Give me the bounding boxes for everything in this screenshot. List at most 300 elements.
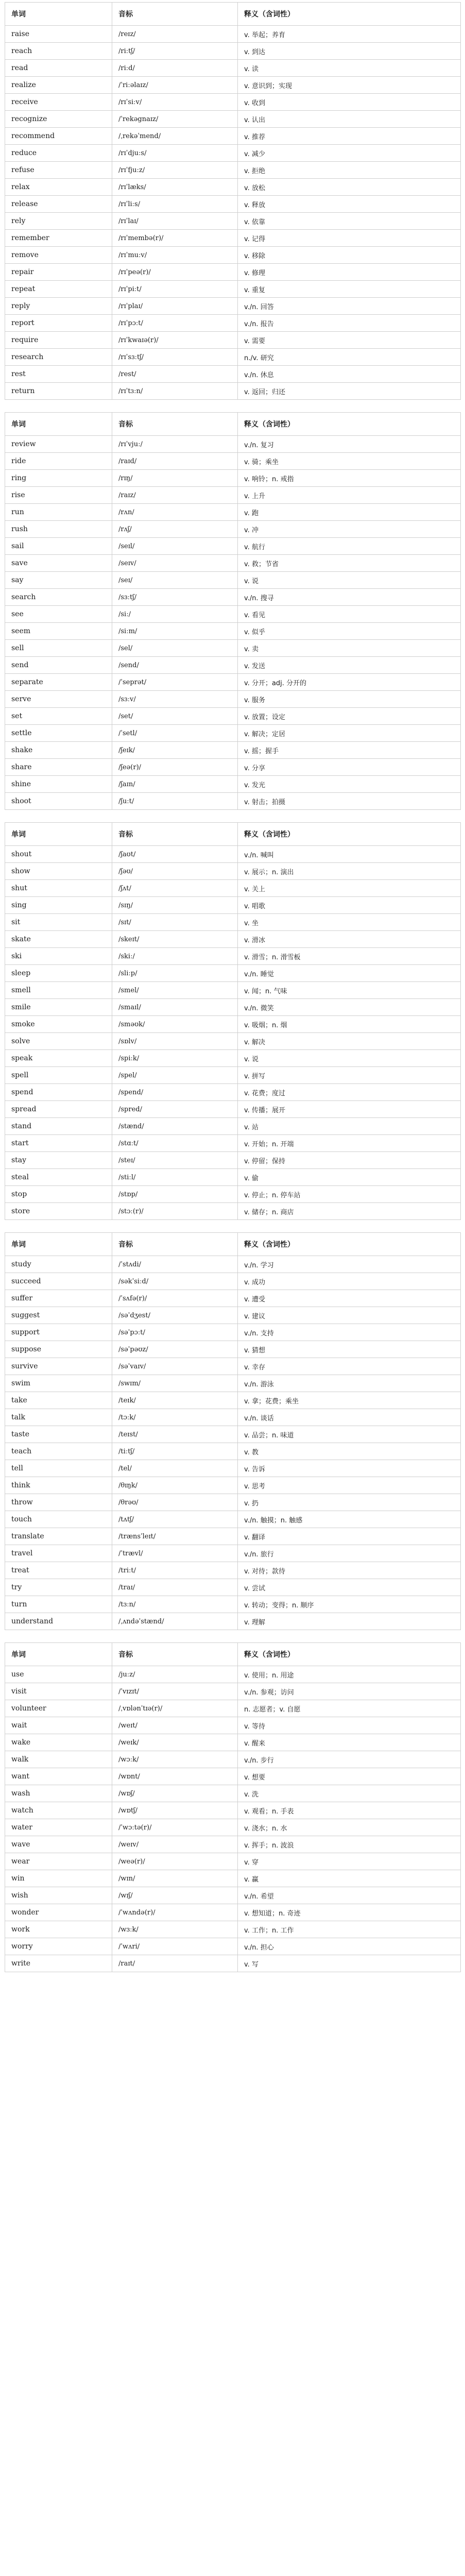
phonetic-cell: /tʌtʃ/ bbox=[112, 1511, 238, 1528]
meaning-cell: v. 建议 bbox=[238, 1307, 461, 1324]
word-cell: report bbox=[5, 315, 112, 332]
table-row bbox=[5, 1870, 461, 1887]
phonetic-cell: /weɪk/ bbox=[112, 1734, 238, 1751]
table-row bbox=[5, 1853, 461, 1870]
word-cell: sing bbox=[5, 897, 112, 914]
table-row bbox=[5, 914, 461, 931]
phonetic-cell: /tɔːk/ bbox=[112, 1409, 238, 1426]
word-cell: treat bbox=[5, 1562, 112, 1579]
meaning-cell: v./n. 睡觉 bbox=[238, 965, 461, 982]
meaning-cell: v. 发送 bbox=[238, 657, 461, 674]
meaning-cell: v. 闻；n. 气味 bbox=[238, 982, 461, 999]
table-row bbox=[5, 94, 461, 111]
phonetic-cell: /sməʊk/ bbox=[112, 1016, 238, 1033]
word-cell: travel bbox=[5, 1545, 112, 1562]
table-row bbox=[5, 60, 461, 77]
table-row bbox=[5, 708, 461, 725]
word-cell: rely bbox=[5, 213, 112, 230]
meaning-cell: v. 航行 bbox=[238, 538, 461, 555]
meaning-cell: v./n. 步行 bbox=[238, 1751, 461, 1768]
phonetic-cell: /rɪˈmembə(r)/ bbox=[112, 230, 238, 247]
table-row bbox=[5, 1717, 461, 1734]
word-cell: raise bbox=[5, 26, 112, 43]
meaning-cell: v./n. 复习 bbox=[238, 436, 461, 453]
word-cell: read bbox=[5, 60, 112, 77]
meaning-cell: v. 穿 bbox=[238, 1853, 461, 1870]
word-cell: shut bbox=[5, 880, 112, 897]
phonetic-cell: /smel/ bbox=[112, 982, 238, 999]
phonetic-cell: /ˈwʌri/ bbox=[112, 1938, 238, 1955]
meaning-cell: v. 放松 bbox=[238, 179, 461, 196]
table-row bbox=[5, 1256, 461, 1273]
table-row bbox=[5, 1460, 461, 1477]
table-row bbox=[5, 1186, 461, 1203]
meaning-cell: v. 发光 bbox=[238, 776, 461, 793]
word-cell: relax bbox=[5, 179, 112, 196]
phonetic-cell: /rɪˈmuːv/ bbox=[112, 247, 238, 264]
table-row bbox=[5, 1409, 461, 1426]
word-cell: wash bbox=[5, 1785, 112, 1802]
meaning-cell: v. 分享 bbox=[238, 759, 461, 776]
phonetic-cell: /rɪˈsɜːtʃ/ bbox=[112, 349, 238, 366]
phonetic-cell: /stɒp/ bbox=[112, 1186, 238, 1203]
phonetic-cell: /ˌvɒlənˈtɪə(r)/ bbox=[112, 1700, 238, 1717]
meaning-cell: v. 修理 bbox=[238, 264, 461, 281]
header-phonetic: 音标 bbox=[112, 1643, 238, 1666]
meaning-cell: v. 坐 bbox=[238, 914, 461, 931]
table-row bbox=[5, 1955, 461, 1972]
meaning-cell: v./n. 休息 bbox=[238, 366, 461, 383]
table-row bbox=[5, 264, 461, 281]
meaning-cell: v. 上升 bbox=[238, 487, 461, 504]
table-row bbox=[5, 1683, 461, 1700]
phonetic-cell: /raɪz/ bbox=[112, 487, 238, 504]
phonetic-cell: /tɜːn/ bbox=[112, 1596, 238, 1613]
meaning-cell: v. 收到 bbox=[238, 94, 461, 111]
phonetic-cell: /triːt/ bbox=[112, 1562, 238, 1579]
vocabulary-table bbox=[5, 1232, 461, 1630]
phonetic-cell: /ˈtrævl/ bbox=[112, 1545, 238, 1562]
table-row bbox=[5, 366, 461, 383]
meaning-cell: v. 射击；拍摄 bbox=[238, 793, 461, 810]
word-cell: shake bbox=[5, 742, 112, 759]
meaning-cell: v./n. 旅行 bbox=[238, 1545, 461, 1562]
table-row bbox=[5, 1613, 461, 1630]
word-cell: wish bbox=[5, 1887, 112, 1904]
word-cell: study bbox=[5, 1256, 112, 1273]
word-cell: sail bbox=[5, 538, 112, 555]
table-row bbox=[5, 213, 461, 230]
word-cell: take bbox=[5, 1392, 112, 1409]
phonetic-cell: /stɔː(r)/ bbox=[112, 1203, 238, 1220]
table-header-row bbox=[5, 823, 461, 846]
phonetic-cell: /teɪst/ bbox=[112, 1426, 238, 1443]
word-cell: talk bbox=[5, 1409, 112, 1426]
table-row bbox=[5, 846, 461, 863]
phonetic-cell: /rɪˈpiːt/ bbox=[112, 281, 238, 298]
word-cell: reach bbox=[5, 43, 112, 60]
word-cell: stay bbox=[5, 1152, 112, 1169]
phonetic-cell: /seɪ/ bbox=[112, 572, 238, 589]
meaning-cell: v. 滑雪；n. 滑雪板 bbox=[238, 948, 461, 965]
table-row bbox=[5, 383, 461, 400]
table-row bbox=[5, 1579, 461, 1596]
word-cell: sit bbox=[5, 914, 112, 931]
table-row bbox=[5, 1921, 461, 1938]
table-row bbox=[5, 1307, 461, 1324]
table-row bbox=[5, 1273, 461, 1290]
table-row bbox=[5, 1596, 461, 1613]
table-row bbox=[5, 521, 461, 538]
phonetic-cell: /ˈvɪzɪt/ bbox=[112, 1683, 238, 1700]
table-row bbox=[5, 162, 461, 179]
table-row bbox=[5, 349, 461, 366]
meaning-cell: v./n. 希望 bbox=[238, 1887, 461, 1904]
table-row bbox=[5, 332, 461, 349]
phonetic-cell: /wɒnt/ bbox=[112, 1768, 238, 1785]
word-cell: require bbox=[5, 332, 112, 349]
meaning-cell: v. 尝试 bbox=[238, 1579, 461, 1596]
vocabulary-tables bbox=[0, 2, 465, 1972]
table-row bbox=[5, 1751, 461, 1768]
table-row bbox=[5, 1392, 461, 1409]
meaning-cell: v. 分开；adj. 分开的 bbox=[238, 674, 461, 691]
header-meaning: 释义（含词性） bbox=[238, 1233, 461, 1256]
phonetic-cell: /spiːk/ bbox=[112, 1050, 238, 1067]
word-cell: stop bbox=[5, 1186, 112, 1203]
table-row bbox=[5, 674, 461, 691]
phonetic-cell: /rɪˈsiːv/ bbox=[112, 94, 238, 111]
phonetic-cell: /raɪt/ bbox=[112, 1955, 238, 1972]
word-cell: start bbox=[5, 1135, 112, 1152]
phonetic-cell: /smaɪl/ bbox=[112, 999, 238, 1016]
table-row bbox=[5, 1290, 461, 1307]
meaning-cell: v. 理解 bbox=[238, 1613, 461, 1630]
phonetic-cell: /wɪn/ bbox=[112, 1870, 238, 1887]
phonetic-cell: /ʃeɪk/ bbox=[112, 742, 238, 759]
meaning-cell: v. 依靠 bbox=[238, 213, 461, 230]
phonetic-cell: /send/ bbox=[112, 657, 238, 674]
meaning-cell: v. 挥手；n. 波浪 bbox=[238, 1836, 461, 1853]
phonetic-cell: /rɪŋ/ bbox=[112, 470, 238, 487]
meaning-cell: v. 解决；定居 bbox=[238, 725, 461, 742]
table-row bbox=[5, 1666, 461, 1683]
word-cell: recognize bbox=[5, 111, 112, 128]
word-cell: save bbox=[5, 555, 112, 572]
table-row bbox=[5, 1152, 461, 1169]
word-cell: ride bbox=[5, 453, 112, 470]
table-row bbox=[5, 487, 461, 504]
meaning-cell: v. 举起；养育 bbox=[238, 26, 461, 43]
phonetic-cell: /səˈpəʊz/ bbox=[112, 1341, 238, 1358]
phonetic-cell: /siː/ bbox=[112, 606, 238, 623]
meaning-cell: v. 卖 bbox=[238, 640, 461, 657]
table-row bbox=[5, 1494, 461, 1511]
phonetic-cell: /wɔːk/ bbox=[112, 1751, 238, 1768]
phonetic-cell: /ˈstʌdi/ bbox=[112, 1256, 238, 1273]
table-row bbox=[5, 1511, 461, 1528]
phonetic-cell: /wɒʃ/ bbox=[112, 1785, 238, 1802]
table-row bbox=[5, 281, 461, 298]
meaning-cell: v. 品尝；n. 味道 bbox=[238, 1426, 461, 1443]
word-cell: skate bbox=[5, 931, 112, 948]
table-row bbox=[5, 691, 461, 708]
meaning-cell: v. 使用；n. 用途 bbox=[238, 1666, 461, 1683]
phonetic-cell: /tel/ bbox=[112, 1460, 238, 1477]
meaning-cell: v. 站 bbox=[238, 1118, 461, 1135]
table-row bbox=[5, 77, 461, 94]
meaning-cell: v. 滑冰 bbox=[238, 931, 461, 948]
word-cell: understand bbox=[5, 1613, 112, 1630]
word-cell: steal bbox=[5, 1169, 112, 1186]
meaning-cell: v. 似乎 bbox=[238, 623, 461, 640]
table-row bbox=[5, 1477, 461, 1494]
phonetic-cell: /weɪt/ bbox=[112, 1717, 238, 1734]
word-cell: speak bbox=[5, 1050, 112, 1067]
phonetic-cell: /ʃuːt/ bbox=[112, 793, 238, 810]
header-word: 单词 bbox=[5, 823, 112, 846]
phonetic-cell: /stiːl/ bbox=[112, 1169, 238, 1186]
meaning-cell: v. 意识到；实现 bbox=[238, 77, 461, 94]
table-row bbox=[5, 1528, 461, 1545]
table-row bbox=[5, 555, 461, 572]
header-word: 单词 bbox=[5, 3, 112, 26]
word-cell: wonder bbox=[5, 1904, 112, 1921]
phonetic-cell: /wɜːk/ bbox=[112, 1921, 238, 1938]
table-row bbox=[5, 1887, 461, 1904]
phonetic-cell: /sɪŋ/ bbox=[112, 897, 238, 914]
word-cell: taste bbox=[5, 1426, 112, 1443]
table-row bbox=[5, 742, 461, 759]
meaning-cell: v. 停止；n. 停车站 bbox=[238, 1186, 461, 1203]
table-row bbox=[5, 606, 461, 623]
meaning-cell: v. 到达 bbox=[238, 43, 461, 60]
table-row bbox=[5, 999, 461, 1016]
phonetic-cell: /ˌrekəˈmend/ bbox=[112, 128, 238, 145]
meaning-cell: v. 醒来 bbox=[238, 1734, 461, 1751]
meaning-cell: n. 志愿者；v. 自愿 bbox=[238, 1700, 461, 1717]
meaning-cell: v./n. 喊叫 bbox=[238, 846, 461, 863]
word-cell: touch bbox=[5, 1511, 112, 1528]
meaning-cell: v. 说 bbox=[238, 1050, 461, 1067]
word-cell: volunteer bbox=[5, 1700, 112, 1717]
table-row bbox=[5, 1802, 461, 1819]
meaning-cell: v. 等待 bbox=[238, 1717, 461, 1734]
table-row bbox=[5, 897, 461, 914]
phonetic-cell: /spel/ bbox=[112, 1067, 238, 1084]
table-row bbox=[5, 1118, 461, 1135]
table-row bbox=[5, 589, 461, 606]
meaning-cell: v. 释放 bbox=[238, 196, 461, 213]
phonetic-cell: /sɒlv/ bbox=[112, 1033, 238, 1050]
phonetic-cell: /sɪt/ bbox=[112, 914, 238, 931]
phonetic-cell: /trænsˈleɪt/ bbox=[112, 1528, 238, 1545]
meaning-cell: v. 骑；乘坐 bbox=[238, 453, 461, 470]
header-phonetic: 音标 bbox=[112, 823, 238, 846]
phonetic-cell: /reɪz/ bbox=[112, 26, 238, 43]
meaning-cell: v. 解决 bbox=[238, 1033, 461, 1050]
word-cell: solve bbox=[5, 1033, 112, 1050]
meaning-cell: v. 拼写 bbox=[238, 1067, 461, 1084]
meaning-cell: v. 唱歌 bbox=[238, 897, 461, 914]
table-row bbox=[5, 470, 461, 487]
word-cell: want bbox=[5, 1768, 112, 1785]
meaning-cell: n./v. 研究 bbox=[238, 349, 461, 366]
header-word: 单词 bbox=[5, 413, 112, 436]
word-cell: reduce bbox=[5, 145, 112, 162]
phonetic-cell: /sɜːtʃ/ bbox=[112, 589, 238, 606]
meaning-cell: v. 教 bbox=[238, 1443, 461, 1460]
phonetic-cell: /rɪˈlæks/ bbox=[112, 179, 238, 196]
table-row bbox=[5, 1545, 461, 1562]
phonetic-cell: /sliːp/ bbox=[112, 965, 238, 982]
phonetic-cell: /ˈwʌndə(r)/ bbox=[112, 1904, 238, 1921]
meaning-cell: v. 遭受 bbox=[238, 1290, 461, 1307]
phonetic-cell: /rɪˈvjuː/ bbox=[112, 436, 238, 453]
phonetic-cell: /skiː/ bbox=[112, 948, 238, 965]
table-row bbox=[5, 931, 461, 948]
word-cell: review bbox=[5, 436, 112, 453]
meaning-cell: v. 偷 bbox=[238, 1169, 461, 1186]
table-row bbox=[5, 982, 461, 999]
meaning-cell: v. 开始；n. 开端 bbox=[238, 1135, 461, 1152]
table-row bbox=[5, 26, 461, 43]
table-row bbox=[5, 1203, 461, 1220]
table-row bbox=[5, 1768, 461, 1785]
word-cell: refuse bbox=[5, 162, 112, 179]
word-cell: translate bbox=[5, 1528, 112, 1545]
table-row bbox=[5, 1169, 461, 1186]
word-cell: support bbox=[5, 1324, 112, 1341]
word-cell: receive bbox=[5, 94, 112, 111]
word-cell: spell bbox=[5, 1067, 112, 1084]
word-cell: recommend bbox=[5, 128, 112, 145]
meaning-cell: v./n. 微笑 bbox=[238, 999, 461, 1016]
word-cell: write bbox=[5, 1955, 112, 1972]
phonetic-cell: /weə(r)/ bbox=[112, 1853, 238, 1870]
header-meaning: 释义（含词性） bbox=[238, 3, 461, 26]
phonetic-cell: /rɪˈpɔːt/ bbox=[112, 315, 238, 332]
phonetic-cell: /rɪˈliːs/ bbox=[112, 196, 238, 213]
table-row bbox=[5, 298, 461, 315]
meaning-cell: v. 工作；n. 工作 bbox=[238, 1921, 461, 1938]
word-cell: suppose bbox=[5, 1341, 112, 1358]
phonetic-cell: /rɪˈplaɪ/ bbox=[112, 298, 238, 315]
meaning-cell: v. 救；节省 bbox=[238, 555, 461, 572]
phonetic-cell: /raɪd/ bbox=[112, 453, 238, 470]
word-cell: tell bbox=[5, 1460, 112, 1477]
phonetic-cell: /ʃaʊt/ bbox=[112, 846, 238, 863]
word-cell: see bbox=[5, 606, 112, 623]
header-meaning: 释义（含词性） bbox=[238, 823, 461, 846]
table-row bbox=[5, 453, 461, 470]
phonetic-cell: /riːd/ bbox=[112, 60, 238, 77]
meaning-cell: v./n. 谈话 bbox=[238, 1409, 461, 1426]
phonetic-cell: /ʃʌt/ bbox=[112, 880, 238, 897]
phonetic-cell: /rest/ bbox=[112, 366, 238, 383]
meaning-cell: v. 翻译 bbox=[238, 1528, 461, 1545]
meaning-cell: v. 传播；展开 bbox=[238, 1101, 461, 1118]
meaning-cell: v. 思考 bbox=[238, 1477, 461, 1494]
table-row bbox=[5, 759, 461, 776]
meaning-cell: v. 服务 bbox=[238, 691, 461, 708]
meaning-cell: v. 花费；度过 bbox=[238, 1084, 461, 1101]
table-row bbox=[5, 247, 461, 264]
word-cell: rise bbox=[5, 487, 112, 504]
phonetic-cell: /sel/ bbox=[112, 640, 238, 657]
word-cell: shout bbox=[5, 846, 112, 863]
word-cell: repair bbox=[5, 264, 112, 281]
table-row bbox=[5, 436, 461, 453]
meaning-cell: v./n. 担心 bbox=[238, 1938, 461, 1955]
meaning-cell: v. 关上 bbox=[238, 880, 461, 897]
table-header-row bbox=[5, 1643, 461, 1666]
meaning-cell: v. 放置；设定 bbox=[238, 708, 461, 725]
meaning-cell: v. 浇水；n. 水 bbox=[238, 1819, 461, 1836]
word-cell: show bbox=[5, 863, 112, 880]
word-cell: succeed bbox=[5, 1273, 112, 1290]
word-cell: throw bbox=[5, 1494, 112, 1511]
word-cell: wear bbox=[5, 1853, 112, 1870]
word-cell: send bbox=[5, 657, 112, 674]
word-cell: swim bbox=[5, 1375, 112, 1392]
table-row bbox=[5, 128, 461, 145]
meaning-cell: v./n. 搜寻 bbox=[238, 589, 461, 606]
meaning-cell: v. 赢 bbox=[238, 1870, 461, 1887]
table-row bbox=[5, 145, 461, 162]
phonetic-cell: /seɪl/ bbox=[112, 538, 238, 555]
meaning-cell: v. 拿；花费；乘坐 bbox=[238, 1392, 461, 1409]
word-cell: reply bbox=[5, 298, 112, 315]
meaning-cell: v. 停留；保持 bbox=[238, 1152, 461, 1169]
vocabulary-table bbox=[5, 822, 461, 1220]
word-cell: shoot bbox=[5, 793, 112, 810]
table-row bbox=[5, 1101, 461, 1118]
phonetic-cell: /traɪ/ bbox=[112, 1579, 238, 1596]
table-row bbox=[5, 1785, 461, 1802]
phonetic-cell: /θrəʊ/ bbox=[112, 1494, 238, 1511]
word-cell: realize bbox=[5, 77, 112, 94]
phonetic-cell: /rɪˈlaɪ/ bbox=[112, 213, 238, 230]
word-cell: water bbox=[5, 1819, 112, 1836]
table-row bbox=[5, 230, 461, 247]
table-row bbox=[5, 725, 461, 742]
phonetic-cell: /sɜːv/ bbox=[112, 691, 238, 708]
word-cell: set bbox=[5, 708, 112, 725]
meaning-cell: v./n. 支持 bbox=[238, 1324, 461, 1341]
table-row bbox=[5, 1067, 461, 1084]
word-cell: watch bbox=[5, 1802, 112, 1819]
phonetic-cell: /teɪk/ bbox=[112, 1392, 238, 1409]
header-word: 单词 bbox=[5, 1233, 112, 1256]
word-cell: wake bbox=[5, 1734, 112, 1751]
word-cell: ring bbox=[5, 470, 112, 487]
word-cell: repeat bbox=[5, 281, 112, 298]
table-row bbox=[5, 196, 461, 213]
table-row bbox=[5, 1016, 461, 1033]
meaning-cell: v. 认出 bbox=[238, 111, 461, 128]
phonetic-cell: /tiːtʃ/ bbox=[112, 1443, 238, 1460]
table-row bbox=[5, 657, 461, 674]
phonetic-cell: /ʃeə(r)/ bbox=[112, 759, 238, 776]
meaning-cell: v. 记得 bbox=[238, 230, 461, 247]
word-cell: visit bbox=[5, 1683, 112, 1700]
phonetic-cell: /rʌn/ bbox=[112, 504, 238, 521]
table-row bbox=[5, 1443, 461, 1460]
word-cell: turn bbox=[5, 1596, 112, 1613]
phonetic-cell: /ʃaɪn/ bbox=[112, 776, 238, 793]
header-word: 单词 bbox=[5, 1643, 112, 1666]
